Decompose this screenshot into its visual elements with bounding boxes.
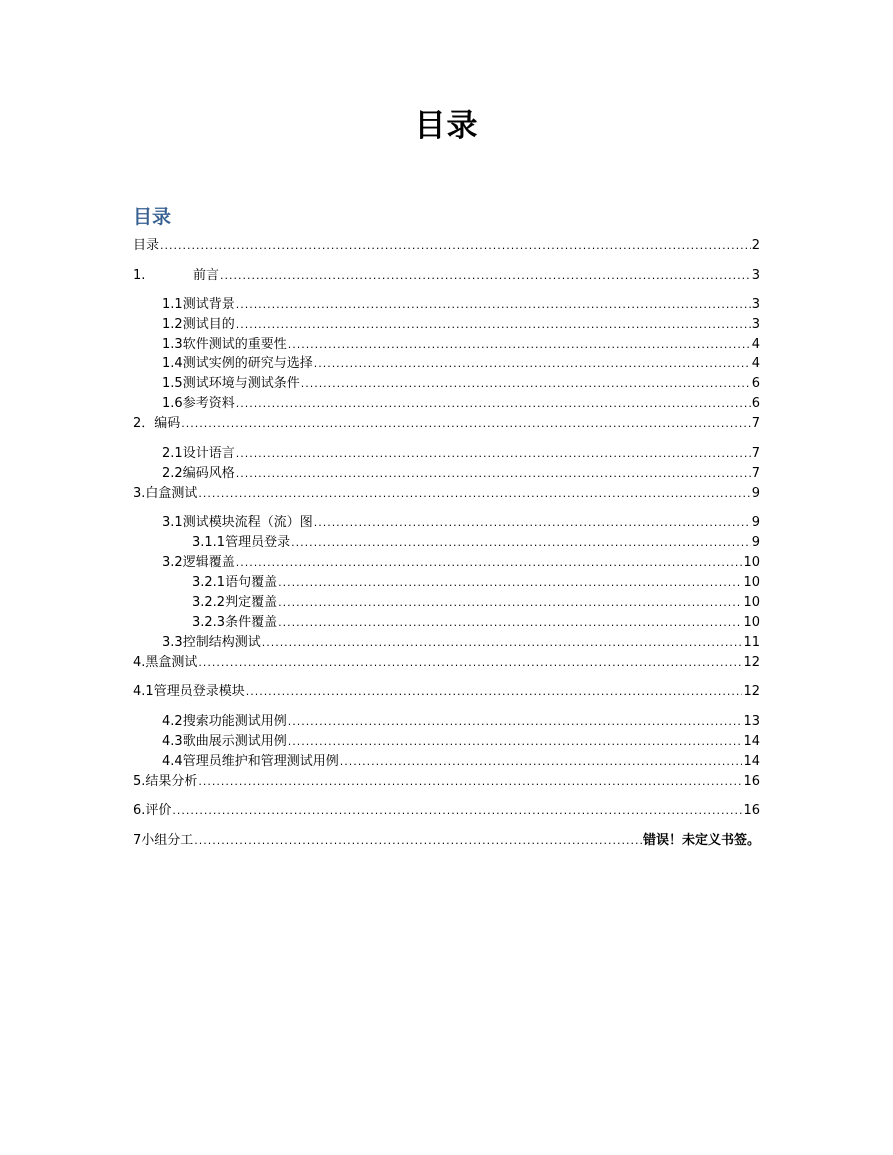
toc-dot-leader	[291, 534, 751, 552]
toc-entry-page: 10	[743, 595, 760, 610]
toc-entry-page: 3	[751, 297, 760, 312]
toc-dot-leader	[236, 296, 751, 314]
toc-entry[interactable]	[133, 683, 760, 701]
toc-entry-number: 1.4	[162, 356, 183, 371]
toc-dot-leader	[278, 594, 742, 612]
toc-entry-title: 设计语言	[182, 446, 235, 461]
toc-dot-leader	[160, 237, 751, 255]
toc-entry[interactable]	[133, 485, 760, 503]
toc-entry-number: 4.1	[133, 684, 154, 699]
page-title: 目录	[414, 108, 479, 144]
toc-dot-leader	[314, 355, 751, 373]
toc-entry[interactable]	[133, 514, 760, 532]
toc-entry-title: 语句覆盖	[225, 575, 278, 590]
toc-dot-leader	[220, 267, 751, 285]
toc-entry[interactable]	[133, 733, 760, 751]
toc-entry-number: 2.1	[162, 446, 183, 461]
toc-entry[interactable]	[133, 594, 760, 612]
toc-dot-leader	[194, 832, 642, 850]
toc-entry-number: 4.4	[162, 754, 183, 769]
toc-entry-page: 7	[751, 446, 760, 461]
toc-entry-title: 测试环境与测试条件	[182, 376, 300, 391]
toc-entry-title: 结果分析	[145, 774, 198, 789]
toc-entry[interactable]	[133, 445, 760, 463]
toc-entry[interactable]	[133, 316, 760, 334]
toc-entry-title: 目录	[133, 238, 160, 253]
toc-entry-title: 测试实例的研究与选择	[182, 356, 313, 371]
toc-entry-page: 7	[751, 416, 760, 431]
toc-entry[interactable]	[133, 614, 760, 632]
toc-dot-leader	[314, 514, 751, 532]
toc-entry-page: 10	[743, 555, 760, 570]
toc-entry-title: 歌曲展示测试用例	[182, 734, 287, 749]
toc-entry-number: 4.3	[162, 734, 183, 749]
toc-entry-page: 9	[751, 486, 760, 501]
toc-entry-title: 白盒测试	[145, 486, 198, 501]
toc-entry-title: 评价	[145, 803, 172, 818]
toc-entry-page: 3	[751, 268, 760, 283]
toc-entry-title: 条件覆盖	[225, 615, 278, 630]
toc-entry-number: 1.1	[162, 297, 183, 312]
toc-entry-number: 3.2.2	[192, 595, 226, 610]
toc-dot-leader	[278, 574, 742, 592]
toc-entry-number: 3.3	[162, 635, 183, 650]
toc-entry-number: 2.2	[162, 466, 183, 481]
toc-entry-number: 4.	[133, 655, 146, 670]
toc-dot-leader	[262, 634, 743, 652]
toc-entry-page: 9	[751, 535, 760, 550]
toc-entry-title: 测试目的	[182, 317, 235, 332]
toc-entry-page: 12	[743, 684, 760, 699]
toc-dot-leader	[278, 614, 742, 632]
toc-entry[interactable]	[133, 713, 760, 731]
toc-entry-page: 14	[743, 754, 760, 769]
toc-entry-title: 搜索功能测试用例	[182, 714, 287, 729]
toc-entry[interactable]	[133, 554, 760, 572]
toc-entry-page: 6	[751, 376, 760, 391]
toc-entry-title: 黑盒测试	[145, 655, 198, 670]
toc-entry[interactable]	[133, 237, 760, 255]
toc-entry-title: 小组分工	[141, 833, 194, 848]
toc-entry-page: 9	[751, 515, 760, 530]
toc-entry[interactable]	[133, 773, 760, 791]
toc-entry-page: 3	[751, 317, 760, 332]
toc-entry-title: 参考资料	[182, 396, 235, 411]
toc-entry-title: 编码风格	[182, 466, 235, 481]
toc-entry-page: 2	[751, 238, 760, 253]
toc-entry-number: 6.	[133, 803, 146, 818]
toc-dot-leader	[246, 683, 743, 701]
toc-entry[interactable]	[133, 415, 760, 433]
toc-entry-title: 管理员登录模块	[153, 684, 245, 699]
toc-entry-title: 管理员维护和管理测试用例	[182, 754, 339, 769]
toc-entry-page: 16	[743, 803, 760, 818]
toc-entry-page: 11	[743, 635, 760, 650]
toc-entry-title: 控制结构测试	[182, 635, 261, 650]
toc-entry-number: 1.2	[162, 317, 183, 332]
toc-dot-leader	[236, 445, 751, 463]
toc-entry-number: 1.3	[162, 337, 183, 352]
toc-entry-number: 3.1.1	[192, 535, 226, 550]
toc-entry-title: 逻辑覆盖	[182, 555, 235, 570]
toc-entry[interactable]	[133, 375, 760, 393]
toc-dot-leader	[172, 802, 742, 820]
toc-entry[interactable]	[133, 753, 760, 771]
toc-entry[interactable]	[133, 832, 760, 850]
toc-entry-title: 管理员登录	[225, 535, 291, 550]
toc-entry-title: 测试模块流程（流）图	[182, 515, 313, 530]
toc-entry-page: 4	[751, 337, 760, 352]
toc-entry-page: 14	[743, 734, 760, 749]
toc-dot-leader	[198, 485, 750, 503]
toc-entry[interactable]	[133, 654, 760, 672]
toc-dot-leader	[301, 375, 751, 393]
toc-entry-page: 7	[751, 466, 760, 481]
toc-entry[interactable]	[133, 534, 760, 552]
toc-entry[interactable]	[133, 296, 760, 314]
toc-entry-page: 12	[743, 655, 760, 670]
toc-entry-title: 判定覆盖	[225, 595, 278, 610]
toc-heading: 目录	[133, 206, 172, 228]
toc-dot-leader	[181, 415, 750, 433]
toc-dot-leader	[236, 316, 751, 334]
toc-entry-number: 3.2.3	[192, 615, 226, 630]
toc-dot-leader	[198, 773, 742, 791]
toc-entry-number: 1.	[133, 268, 146, 283]
toc-entry[interactable]	[133, 336, 760, 354]
toc-entry[interactable]	[133, 395, 760, 413]
toc-entry-title: 测试背景	[182, 297, 235, 312]
toc-entry-number: 3.2.1	[192, 575, 226, 590]
toc-entry-page: 16	[743, 774, 760, 789]
toc-dot-leader	[340, 753, 743, 771]
toc-entry-number: 4.2	[162, 714, 183, 729]
toc-entry[interactable]	[133, 802, 760, 820]
toc-dot-leader	[288, 713, 743, 731]
toc-entry[interactable]	[133, 465, 760, 483]
toc-entry-page: 13	[743, 714, 760, 729]
toc-dot-leader	[198, 654, 742, 672]
toc-entry-title: 前言	[193, 268, 220, 283]
toc-entry[interactable]	[133, 634, 760, 652]
toc-entry[interactable]	[133, 574, 760, 592]
toc-entry[interactable]	[133, 267, 760, 285]
toc-entry-title: 编码	[154, 416, 181, 431]
toc-entry-page: 10	[743, 615, 760, 630]
toc-dot-leader	[288, 336, 751, 354]
toc-entry-number: 1.6	[162, 396, 183, 411]
toc-entry-number: 7	[133, 833, 142, 848]
toc-entry[interactable]	[133, 355, 760, 373]
toc-dot-leader	[236, 395, 751, 413]
toc-dot-leader	[288, 733, 743, 751]
toc-entry-page: 6	[751, 396, 760, 411]
toc-entry-number: 2．	[133, 416, 155, 431]
toc-entry-page: 4	[751, 356, 760, 371]
toc-dot-leader	[236, 465, 751, 483]
toc-entry-number: 3.	[133, 486, 146, 501]
toc-entry-number: 3.2	[162, 555, 183, 570]
toc-entry-number: 1.5	[162, 376, 183, 391]
toc-entry-number: 5.	[133, 774, 146, 789]
toc-entry-page: 10	[743, 575, 760, 590]
toc-dot-leader	[236, 554, 743, 572]
toc-entry-title: 软件测试的重要性	[182, 337, 287, 352]
toc-entry-page: 错误！未定义书签。	[642, 833, 760, 848]
toc-entry-number: 3.1	[162, 515, 183, 530]
